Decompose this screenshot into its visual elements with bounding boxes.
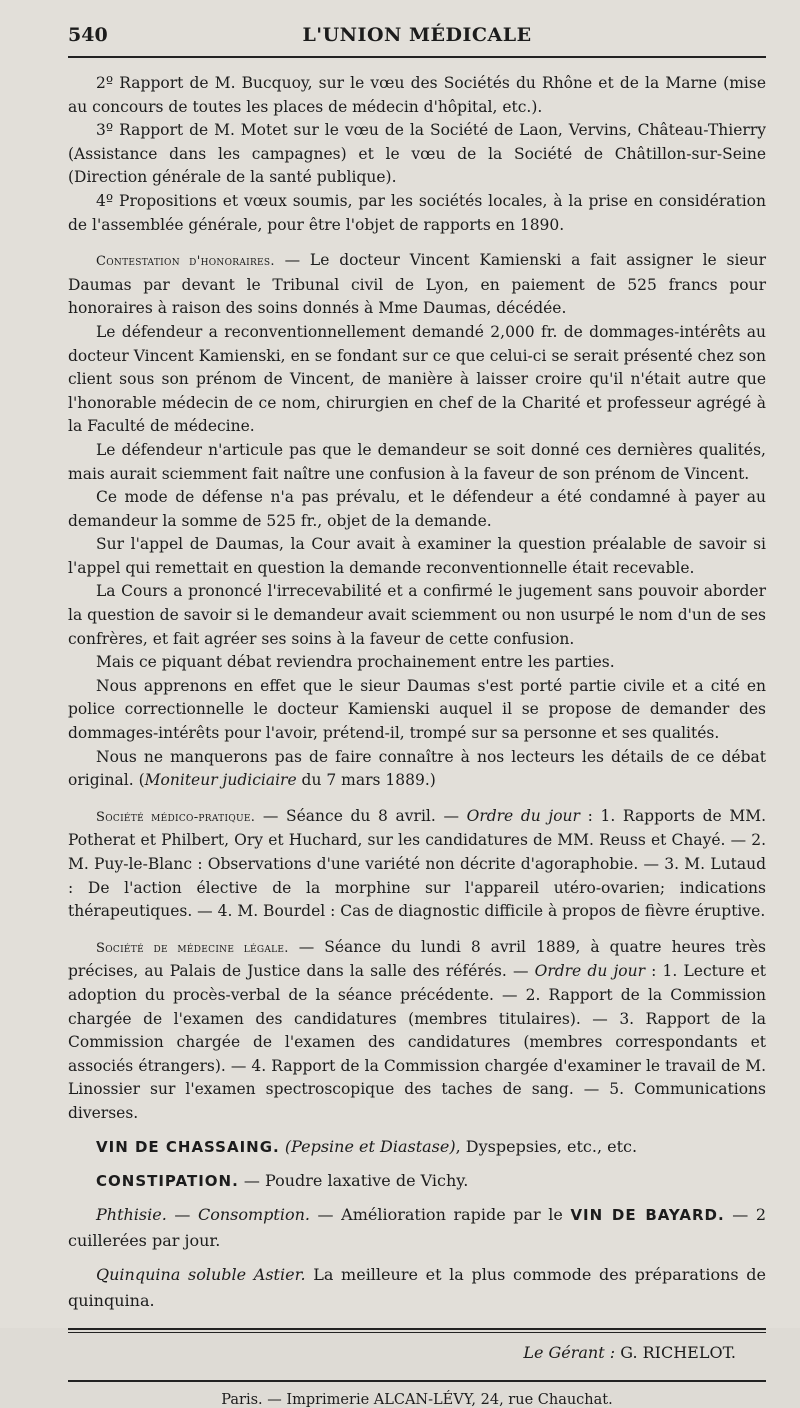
medecine-legale-heading: Société de médecine légale. [96, 940, 289, 956]
contestation-paragraph: Ce mode de défense n'a pas prévalu, et le défendeur a été condamné à payer au demandeur la somme de 525 fr., objet de la demande. [68, 488, 766, 530]
medico-pratique-agenda: : 1. Rapports de MM. Potherat et Philbert, Ory et Huchard, sur les candidatures de MM. Reuss et Chayé. — 2. M. Puy-le-Blanc : Observations d'une variété non décrite d'agoraphobie. — 3. M. Lutaud : De l'action élective de la morphine sur l'appareil utéro-ovarien; indications thérapeutiques. — 4. M. Bourdel : Cas de diagnostic difficile à propos de fièvre éruptive. [68, 806, 767, 921]
ad-bayard-tail: — 2 cuillerées par jour. [68, 1204, 767, 1250]
printer-imprint: Paris. — Imprimerie ALCAN-LÉVY, 24, rue Chauchat. [221, 1391, 613, 1408]
ad-chassaing [68, 1134, 766, 1160]
ad-chassaing-italic: (Pepsine et Diastase) [284, 1136, 456, 1156]
medico-pratique-ordre: Ordre du jour [466, 806, 580, 825]
ad-bayard-italic-1: Phthisie. [96, 1204, 167, 1224]
contestation-paragraph: La Cours a prononcé l'irrecevabilité et a confirmé le jugement sans pouvoir aborder la question de savoir si le demandeur avait sciemment ou non usurpé le nom d'un de ses confrères, et fait agréer ses soins à la faveur de cette confusion. [68, 582, 766, 648]
contestation-paragraph: Sur l'appel de Daumas, la Cour avait à examiner la question préalable de savoir si l'appel qui remettait en question la demande reconventionnelle était recevable. [68, 535, 766, 577]
imprint-rule [68, 1380, 766, 1382]
agenda-item-2: 2º Rapport de M. Bucquoy, sur le vœu des Sociétés du Rhône et de la Marne (mise au concours de toutes les places de médecin d'hôpital, etc.). [68, 74, 766, 116]
source-title: Moniteur judiciaire [144, 771, 297, 790]
ad-chassaing-text: , Dyspepsies, etc., etc. [455, 1136, 638, 1156]
gerant-name: G. RICHELOT. [615, 1342, 736, 1362]
closing-text: Nous ne manquerons pas de faire connaître à nos lecteurs les détails de ce débat original. [68, 747, 766, 790]
medecine-legale-session: — Séance du lundi 8 avril 1889, à quatre heures très précises, au Palais de Justice dans la salle des référés. — [68, 937, 767, 981]
ad-quinquina-italic: Quinquina soluble Astier. [96, 1264, 306, 1284]
contestation-paragraph: Mais ce piquant débat reviendra prochainement entre les parties. [96, 653, 615, 672]
ad-constipation-text: — Poudre laxative de Vichy. [238, 1170, 469, 1190]
gerant-label: Le Gérant : [523, 1342, 616, 1362]
source-date: du 7 mars 1889.) [296, 771, 436, 790]
medecine-legale-section [68, 936, 766, 1126]
contestation-lead [68, 249, 766, 321]
medecine-legale-ordre: Ordre du jour [534, 962, 645, 981]
footer-rule [68, 1328, 766, 1333]
agenda-item-3: 3º Rapport de M. Motet sur le vœu de la Société de Laon, Vervins, Château-Thierry (Assistance dans les campagnes) et le vœu de la Société de Châtillon-sur-Seine (Direction générale de la santé publique). [68, 121, 766, 187]
ad-chassaing-brand: VIN DE CHASSAING. [96, 1137, 280, 1156]
contestation-paragraph: Le défendeur a reconventionnellement demandé 2,000 fr. de dommages-intérêts au docteur Vincent Kamienski, en se fondant sur ce que celui-ci se serait présenté chez son client sous son prénom de Vincent, de manière à laisser croire qu'il n'était autre que l'honorable médecin de ce nom, chirurgien en chef de la Charité et professeur agrégé à la Faculté de médecine. [68, 322, 766, 436]
advertisements [68, 1134, 766, 1314]
ad-constipation [68, 1168, 766, 1194]
ad-quinquina [68, 1262, 766, 1314]
ad-bayard-brand: VIN DE BAYARD. [570, 1205, 725, 1224]
ad-bayard-text: — Amélioration rapide par le [309, 1204, 571, 1224]
medecine-legale-agenda: : 1. Lecture et adoption du procès-verbal de la séance précédente. — 2. Rapport de la Commission chargée de l'examen des candidatures (membres titulaires). — 3. Rapport de la Commission chargée de l'examen des candidatures (membres correspondants et associés étrangers). — 4. Rapport de la Commission chargée d'examiner le travail de M. Linossier sur l'examen spectroscopique des taches de sang. — 5. Communications diverses. [68, 962, 766, 1122]
contestation-closing: Nous ne manquerons pas de faire connaître à nos lecteurs les détails de ce débat original. (Moniteur judiciaire du 7 mars 1889.) [68, 747, 766, 790]
medico-pratique-session: — Séance du 8 avril. — [255, 806, 467, 825]
agenda-item-4: 4º Propositions et vœux soumis, par les sociétés locales, à la prise en considération de l'assemblée générale, pour être l'objet de rapports en 1890. [68, 191, 766, 234]
ad-constipation-brand: CONSTIPATION. [96, 1171, 239, 1190]
gerant-signature [68, 1343, 766, 1362]
page-header [68, 18, 766, 52]
medico-pratique-section [68, 805, 766, 924]
ad-bayard-italic-2: Consomption. [197, 1204, 310, 1224]
ad-quinquina-text: La meilleure et la plus commode des préparations de quinquina. [68, 1264, 767, 1310]
ad-bayard-dash: — [166, 1204, 198, 1224]
contestation-heading: Contestation d'honoraires. [96, 254, 275, 270]
contestation-paragraph: Le défendeur n'articule pas que le demandeur se soit donné ces dernières qualités, mais aurait sciemment fait naître une confusion à la faveur de son prénom de Vincent. [68, 440, 766, 483]
journal-title: L'UNION MÉDICALE [302, 24, 532, 46]
ad-bayard [68, 1202, 766, 1254]
page-number: 540 [68, 24, 108, 46]
contestation-paragraph: Nous apprenons en effet que le sieur Daumas s'est porté partie civile et a cité en police correctionnelle le docteur Kamienski auquel il se propose de demander des dommages-intérêts pour l'avoir, prétend-il, trompé sur sa personne et ses qualités. [68, 676, 766, 743]
medico-pratique-heading: Société médico-pratique. [96, 809, 256, 825]
header-rule [68, 56, 766, 58]
contestation-lead-text: — Le docteur Vincent Kamienski a fait assigner le sieur Daumas par devant le Tribunal civil de Lyon, en paiement de 525 francs pour honoraires à raison des soins donnés à Mme Daumas, décédée. [68, 251, 766, 318]
